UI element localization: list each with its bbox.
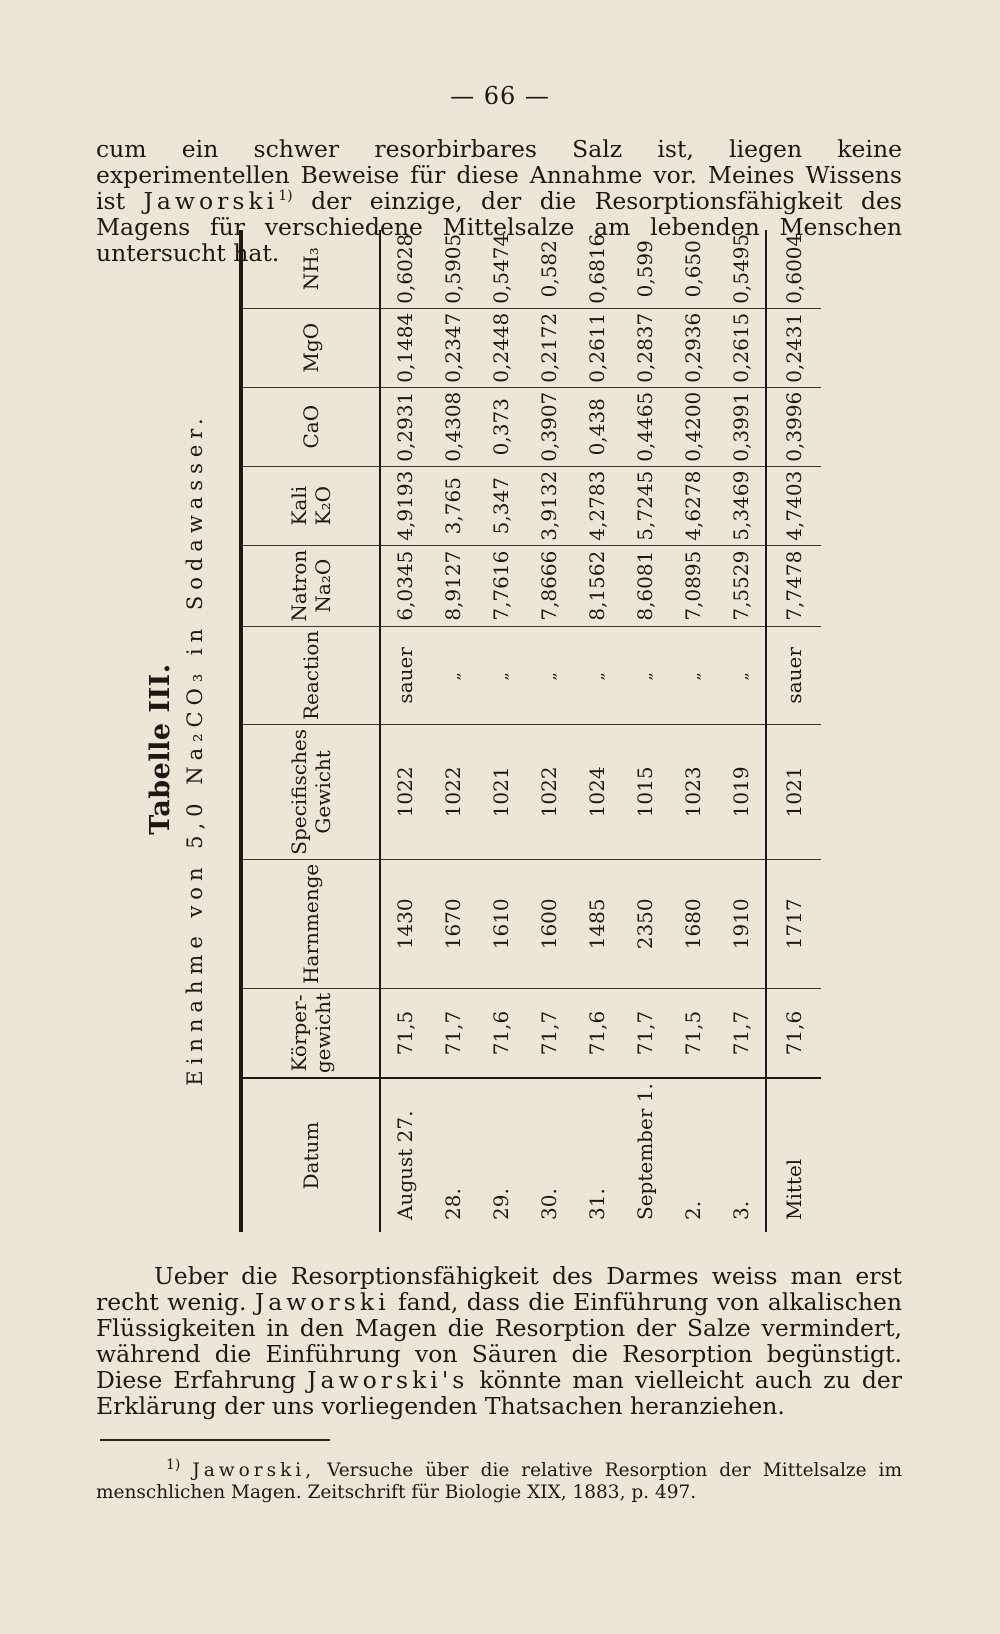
- table-row: [429, 230, 477, 1232]
- cell-natron: 8,9127: [429, 545, 477, 626]
- paragraph-text: cum ein schwer resorbirbares Salz ist, liegen keine experimentellen Beweise für diese Annahme vor. Meines Wissens ist: [96, 135, 902, 215]
- table-row: [573, 230, 621, 1232]
- cell-mgo: 0,2431: [766, 308, 821, 387]
- cell-cao: 0,3996: [766, 387, 821, 466]
- table-subtitle: Einnahme von 5,0 Na₂CO₃ in Sodawasser.: [183, 412, 207, 1086]
- cell-harnmenge: 1670: [429, 859, 477, 988]
- header-mgo: MgO: [241, 308, 380, 387]
- header-kali: Kali K₂O: [241, 466, 380, 545]
- cell-reaction: sauer: [766, 626, 821, 724]
- cell-kali: 4,9193: [380, 466, 429, 545]
- cell-harnmenge: 1600: [525, 859, 573, 988]
- header-row: [241, 230, 380, 1232]
- cell-spec-gewicht: 1021: [477, 725, 525, 860]
- table-row: [621, 230, 669, 1232]
- table-title: Tabelle III.: [145, 663, 176, 835]
- cell-datum: 30.: [525, 1078, 573, 1232]
- cell-datum: 2.: [669, 1078, 717, 1232]
- cell-datum: 29.: [477, 1078, 525, 1232]
- cell-harnmenge: 1910: [717, 859, 766, 988]
- cell-spec-gewicht: 1021: [766, 725, 821, 860]
- cell-koerpergewicht: 71,6: [573, 988, 621, 1078]
- table-row: [525, 230, 573, 1232]
- cell-datum: Mittel: [766, 1078, 821, 1232]
- footnote-reference[interactable]: 1): [278, 188, 293, 205]
- cell-mgo: 0,2611: [573, 308, 621, 387]
- cell-nh3: 0,599: [621, 230, 669, 308]
- paragraph-text: der einzige, der die Resorptionsfähigkeit des Magens für verschiedene Mittelsalze am lebenden Menschen untersucht hat.: [96, 187, 902, 267]
- author-name: Jaworski: [254, 1288, 390, 1316]
- cell-kali: 4,6278: [669, 466, 717, 545]
- cell-datum: 31.: [573, 1078, 621, 1232]
- cell-harnmenge: 1485: [573, 859, 621, 988]
- cell-spec-gewicht: 1022: [525, 725, 573, 860]
- cell-cao: 0,4308: [429, 387, 477, 466]
- paragraph-text: Ueber die Resorptionsfähigkeit des Darmes weiss man erst recht wenig.: [96, 1262, 902, 1316]
- cell-cao: 0,373: [477, 387, 525, 466]
- cell-natron: 8,6081: [621, 545, 669, 626]
- header-datum: Datum: [241, 1078, 380, 1232]
- cell-reaction: „: [429, 626, 477, 724]
- cell-nh3: 0,5495: [717, 230, 766, 308]
- cell-cao: 0,2931: [380, 387, 429, 466]
- cell-mgo: 0,2448: [477, 308, 525, 387]
- cell-reaction: „: [669, 626, 717, 724]
- cell-harnmenge: 2350: [621, 859, 669, 988]
- cell-reaction: sauer: [380, 626, 429, 724]
- cell-natron: 7,5529: [717, 545, 766, 626]
- cell-koerpergewicht: 71,7: [525, 988, 573, 1078]
- cell-mgo: 0,2837: [621, 308, 669, 387]
- table-caption: [143, 266, 239, 1232]
- cell-spec-gewicht: 1022: [429, 725, 477, 860]
- cell-koerpergewicht: 71,5: [380, 988, 429, 1078]
- cell-spec-gewicht: 1023: [669, 725, 717, 860]
- cell-reaction: „: [621, 626, 669, 724]
- mean-row: [766, 230, 821, 1232]
- cell-kali: 5,3469: [717, 466, 766, 545]
- cell-koerpergewicht: 71,7: [429, 988, 477, 1078]
- table-row: [669, 230, 717, 1232]
- footnote-author: Jaworski,: [192, 1460, 316, 1481]
- cell-mgo: 0,2347: [429, 308, 477, 387]
- cell-harnmenge: 1610: [477, 859, 525, 988]
- author-name: Jaworski's: [307, 1366, 469, 1394]
- cell-kali: 4,7403: [766, 466, 821, 545]
- cell-cao: 0,3991: [717, 387, 766, 466]
- footnote: [96, 1456, 902, 1504]
- cell-natron: 6,0345: [380, 545, 429, 626]
- cell-datum: August 27.: [380, 1078, 429, 1232]
- cell-natron: 8,1562: [573, 545, 621, 626]
- cell-datum: 3.: [717, 1078, 766, 1232]
- cell-natron: 7,7616: [477, 545, 525, 626]
- header-specifisches-gewicht: Specifisches Gewicht: [241, 725, 380, 860]
- cell-harnmenge: 1717: [766, 859, 821, 988]
- cell-nh3: 0,5905: [429, 230, 477, 308]
- table-row: [380, 230, 429, 1232]
- cell-nh3: 0,5474: [477, 230, 525, 308]
- table-row: [477, 230, 525, 1232]
- header-koerpergewicht: Körper-gewicht: [241, 988, 380, 1078]
- cell-nh3: 0,650: [669, 230, 717, 308]
- footnote-divider: [100, 1439, 330, 1441]
- cell-kali: 5,347: [477, 466, 525, 545]
- cell-spec-gewicht: 1022: [380, 725, 429, 860]
- header-nh3: NH₃: [241, 230, 380, 308]
- cell-datum: 28.: [429, 1078, 477, 1232]
- cell-koerpergewicht: 71,6: [477, 988, 525, 1078]
- header-natron: Natron Na₂O: [241, 545, 380, 626]
- cell-datum: September 1.: [621, 1078, 669, 1232]
- cell-spec-gewicht: 1015: [621, 725, 669, 860]
- cell-nh3: 0,6816: [573, 230, 621, 308]
- cell-cao: 0,3907: [525, 387, 573, 466]
- cell-kali: 3,765: [429, 466, 477, 545]
- cell-koerpergewicht: 71,5: [669, 988, 717, 1078]
- cell-koerpergewicht: 71,7: [717, 988, 766, 1078]
- footnote-text: Versuche über die relative Resorption der Mittelsalze im menschlichen Magen. Zeitschrift für Biologie XIX, 1883, p. 497.: [96, 1460, 902, 1503]
- cell-mgo: 0,2615: [717, 308, 766, 387]
- cell-cao: 0,4200: [669, 387, 717, 466]
- cell-spec-gewicht: 1019: [717, 725, 766, 860]
- cell-cao: 0,4465: [621, 387, 669, 466]
- cell-reaction: „: [477, 626, 525, 724]
- cell-natron: 7,7478: [766, 545, 821, 626]
- author-name: Jaworski: [143, 187, 279, 215]
- cell-mgo: 0,1484: [380, 308, 429, 387]
- cell-reaction: „: [525, 626, 573, 724]
- paragraph-text: könnte man vielleicht auch zu der Erklärung der uns vorliegenden Thatsachen heranziehen.: [96, 1366, 903, 1420]
- cell-kali: 4,2783: [573, 466, 621, 545]
- footnote-marker: 1): [166, 1456, 181, 1473]
- cell-spec-gewicht: 1024: [573, 725, 621, 860]
- header-cao: CaO: [241, 387, 380, 466]
- cell-kali: 5,7245: [621, 466, 669, 545]
- paragraph-text: fand, dass die Einführung von alkalischen Flüssigkeiten in den Magen die Resorption der Salze vermindert, während die Einführung von Säuren die Resorption begünstigt. Diese Erfahrung: [96, 1288, 902, 1394]
- header-reaction: Reaction: [241, 626, 380, 724]
- cell-cao: 0,438: [573, 387, 621, 466]
- cell-reaction: „: [573, 626, 621, 724]
- cell-harnmenge: 1680: [669, 859, 717, 988]
- cell-harnmenge: 1430: [380, 859, 429, 988]
- data-table: [239, 230, 821, 1232]
- cell-nh3: 0,6004: [766, 230, 821, 308]
- cell-koerpergewicht: 71,7: [621, 988, 669, 1078]
- cell-natron: 7,0895: [669, 545, 717, 626]
- cell-kali: 3,9132: [525, 466, 573, 545]
- cell-nh3: 0,6028: [380, 230, 429, 308]
- rotated-table: [143, 233, 823, 1232]
- header-harnmenge: Harnmenge: [241, 859, 380, 988]
- cell-mgo: 0,2172: [525, 308, 573, 387]
- table-row: [717, 230, 766, 1232]
- cell-koerpergewicht: 71,6: [766, 988, 821, 1078]
- cell-mgo: 0,2936: [669, 308, 717, 387]
- cell-reaction: „: [717, 626, 766, 724]
- page-number: — 66 —: [450, 82, 550, 110]
- cell-nh3: 0,582: [525, 230, 573, 308]
- cell-natron: 7,8666: [525, 545, 573, 626]
- closing-paragraph: [96, 1263, 902, 1419]
